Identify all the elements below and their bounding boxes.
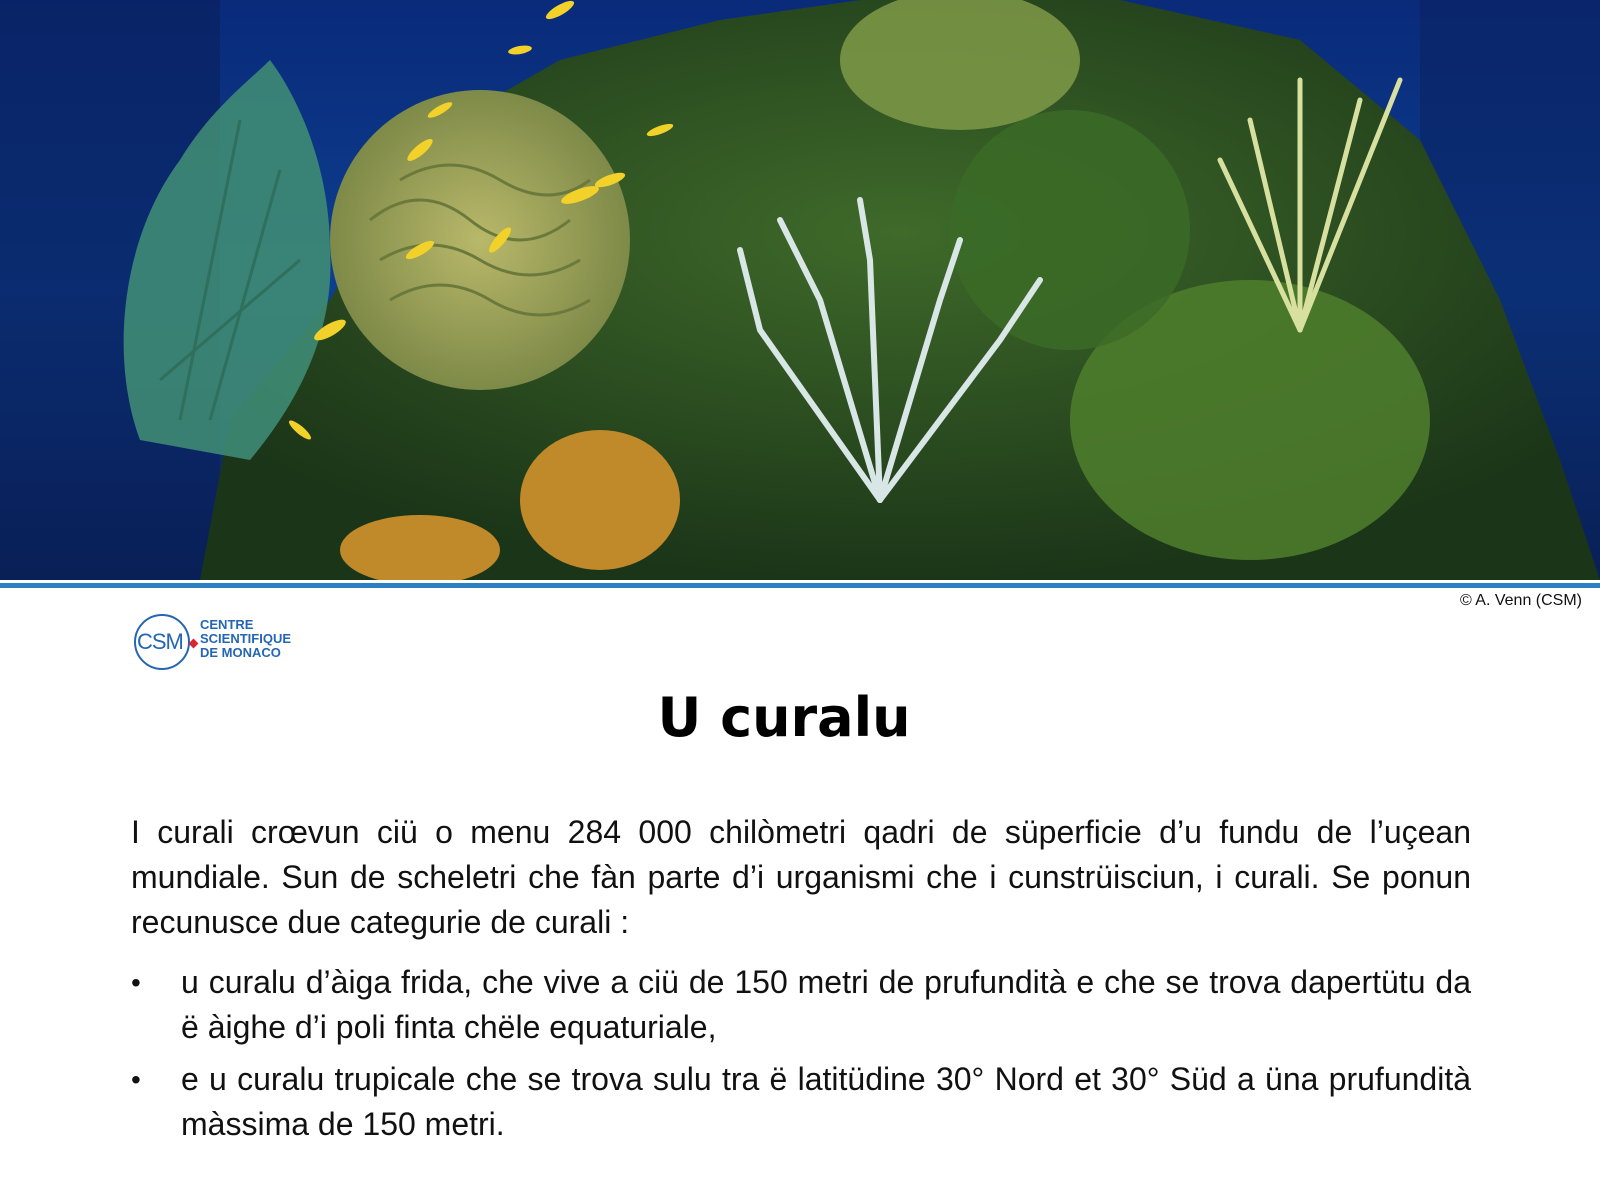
bullet-text: u curalu d’àiga frida, che vive a ciü de 150 metri de prufundità e che se trova dapertütu da ë àighe d’i poli finta chële equaturiale, [181,964,1471,1045]
coral-reef-photo [0,0,1600,580]
bullet-marker: • [131,967,141,998]
logo-text [200,618,291,660]
logo-diamond-icon [189,639,199,649]
bullet-marker: • [131,1064,141,1095]
bullet-text: e u curalu trupicale che se trova sulu tra ë latitüdine 30° Nord et 30° Süd a üna prufundità màssima de 150 metri. [181,1061,1471,1142]
intro-paragraph: I curali crœvun ciü o menu 284 000 chilòmetri qadri de süperficie d’u fundu de l’uçean mundiale. Sun de scheletri che fàn parte d’i urganismi che i cunstrüisciun, i curali. Se ponun recunusce due categurie de curali : [131,814,1471,940]
divider-blue [0,583,1600,588]
logo-mark: CSM [137,629,183,654]
bullet-list [131,960,1471,1154]
list-item [131,1057,1471,1147]
csm-logo [134,614,334,678]
photo-credit: © A. Venn (CSM) [1459,592,1582,609]
list-item [131,960,1471,1050]
page-title: U curalu [657,686,911,749]
logo-line-1: CENTRE [200,617,254,632]
logo-line-3: DE MONACO [200,645,281,660]
logo-line-2: SCIENTIFIQUE [200,631,292,646]
